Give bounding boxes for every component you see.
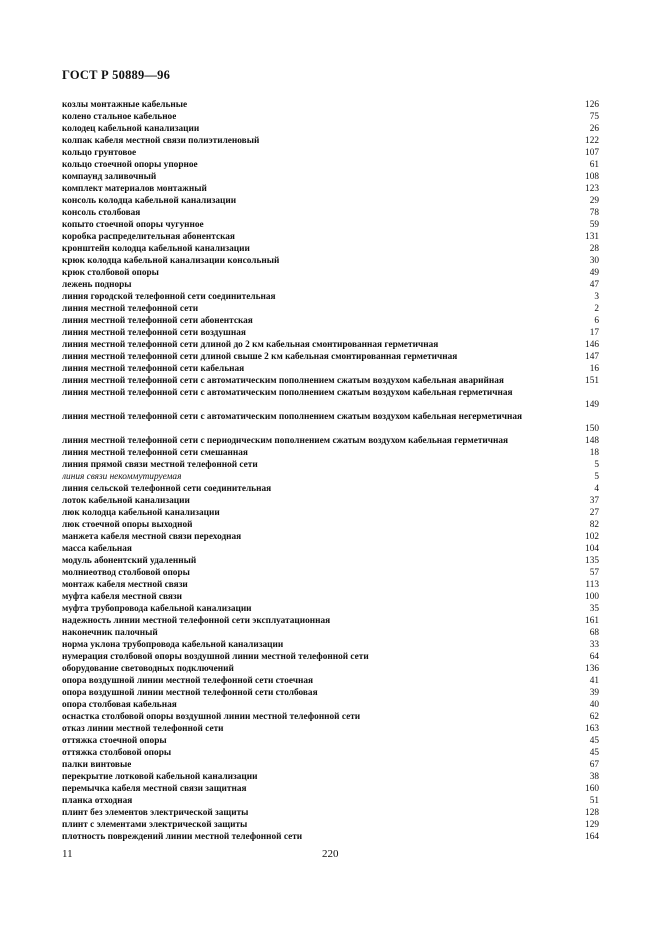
index-page-number: 45 [589, 748, 599, 758]
index-term: линия местной телефонной сети смешанная [62, 448, 248, 458]
index-page-number: 151 [585, 376, 599, 386]
index-entry [62, 807, 599, 819]
index-term: линия местной телефонной сети с автоматическим пополнением сжатым воздухом кабельная аварийная [62, 376, 504, 386]
index-page-number: 122 [585, 136, 599, 146]
index-term: крюк столбовой опоры [62, 268, 159, 278]
index-term: люк стоечной опоры выходной [62, 520, 193, 530]
index-term: опора столбовая кабельная [62, 700, 177, 710]
index-page-number: 68 [589, 628, 599, 638]
index-page-number: 28 [589, 244, 599, 254]
index-page-number: 47 [589, 280, 599, 290]
index-entry [62, 291, 599, 303]
index-page-number: 6 [594, 316, 599, 326]
index-entry [62, 267, 599, 279]
index-entry [62, 711, 599, 723]
index-page-number: 49 [589, 268, 599, 278]
index-term: оснастка столбовой опоры воздушной линии местной телефонной сети [62, 712, 361, 722]
index-page-number: 40 [589, 700, 599, 710]
index-term: надежность линии местной телефонной сети эксплуатационная [62, 616, 331, 626]
index-page-number: 3 [594, 292, 599, 302]
index-entry [62, 783, 599, 795]
index-page-number: 35 [589, 604, 599, 614]
index-page-number: 38 [589, 772, 599, 782]
index-page-number: 17 [589, 328, 599, 338]
index-page-number: 147 [585, 352, 599, 362]
index-term: линия местной телефонной сети с автоматическим пополнением сжатым воздухом кабельная негерметичная [62, 412, 523, 422]
index-page-number: 26 [589, 124, 599, 134]
index-term: палки винтовые [62, 760, 132, 770]
document-title: ГОСТ Р 50889—96 [62, 68, 171, 82]
index-term: муфта трубопровода кабельной канализации [62, 604, 252, 614]
index-term: наконечник палочный [62, 628, 158, 638]
index-entry [62, 135, 599, 147]
index-page-number: 4 [594, 484, 599, 494]
index-entry [62, 519, 599, 531]
index-entry [62, 603, 599, 615]
index-entry [62, 771, 599, 783]
index-entry [62, 495, 599, 507]
index-page-number: 16 [589, 364, 599, 374]
index-entry [62, 735, 599, 747]
index-term: планка отходная [62, 796, 133, 806]
index-term: линия местной телефонной сети с автоматическим пополнением сжатым воздухом кабельная герметичная [62, 388, 513, 398]
index-entry [62, 255, 599, 267]
index-entry [62, 507, 599, 519]
index-page-number: 108 [585, 172, 599, 182]
index-entry [62, 327, 599, 339]
index-term: люк колодца кабельной канализации [62, 508, 220, 518]
index-term: линия местной телефонной сети кабельная [62, 364, 245, 374]
index-entry [62, 219, 599, 231]
index-entry [62, 339, 599, 351]
index-term: перемычка кабеля местной связи защитная [62, 784, 247, 794]
index-page-number: 100 [585, 592, 599, 602]
index-term: линия местной телефонной сети с периодическим пополнением сжатым воздухом кабельная герметичная [62, 436, 509, 446]
index-term: колодец кабельной канализации [62, 124, 200, 134]
index-term: линия местной телефонной сети длиной свыше 2 км кабельная смонтированная герметичная [62, 352, 458, 362]
index-entry [62, 147, 599, 159]
index-term: линия местной телефонной сети абонентская [62, 316, 253, 326]
index-term: линия связи некоммутируемая [62, 472, 182, 482]
footer-section-number: 11 [62, 848, 73, 860]
index-term: компаунд заливочный [62, 172, 157, 182]
index-page-number: 123 [585, 184, 599, 194]
index-entry [62, 627, 599, 639]
index-term: консоль столбовая [62, 208, 141, 218]
index-term: муфта кабеля местной связи [62, 592, 183, 602]
index-term: лежень подноры [62, 280, 132, 290]
index-entry [62, 363, 599, 375]
index-entry [62, 615, 599, 627]
index-entry [62, 531, 599, 543]
index-entry [62, 687, 599, 699]
index-term: консоль колодца кабельной канализации [62, 196, 237, 206]
index-page-number: 57 [589, 568, 599, 578]
index-page-number: 5 [594, 460, 599, 470]
index-entry [62, 207, 599, 219]
index-entry [62, 111, 599, 123]
index-term: крюк колодца кабельной канализации консольный [62, 256, 280, 266]
index-page-number: 64 [589, 652, 599, 662]
index-page-number: 102 [585, 532, 599, 542]
index-entry [62, 543, 599, 555]
index-page-number: 41 [589, 676, 599, 686]
index-page-number: 62 [589, 712, 599, 722]
index-entry [62, 459, 599, 471]
index-term: линия местной телефонной сети длиной до 2 км кабельная смонтированная герметичная [62, 340, 439, 350]
index-page-number: 67 [589, 760, 599, 770]
index-page-number: 78 [589, 208, 599, 218]
index-page-number: 107 [585, 148, 599, 158]
index-term: оттяжка стоечной опоры [62, 736, 167, 746]
index-term: коробка распределительная абонентская [62, 232, 235, 242]
index-page-number: 29 [589, 196, 599, 206]
index-page-number: 148 [585, 436, 599, 446]
term-index-list [62, 99, 599, 843]
index-entry [62, 819, 599, 831]
index-term: манжета кабеля местной связи переходная [62, 532, 242, 542]
index-entry [62, 183, 599, 195]
index-entry [62, 651, 599, 663]
index-entry [62, 171, 599, 183]
index-page-number: 135 [585, 556, 599, 566]
index-page-number: 146 [585, 340, 599, 350]
index-term: козлы монтажные кабельные [62, 100, 188, 110]
index-term: молниеотвод столбовой опоры [62, 568, 190, 578]
index-entry [62, 591, 599, 603]
index-page-number: 75 [589, 112, 599, 122]
index-entry [62, 375, 599, 387]
index-page-number: 150 [585, 424, 599, 434]
index-term: нумерация столбовой опоры воздушной линии местной телефонной сети [62, 652, 369, 662]
index-term: масса кабельная [62, 544, 132, 554]
index-term: колено стальное кабельное [62, 112, 177, 122]
index-term: комплект материалов монтажный [62, 184, 207, 194]
index-page-number: 104 [585, 544, 599, 554]
index-page-number: 2 [594, 304, 599, 314]
footer-page-number: 220 [322, 848, 339, 860]
index-entry [62, 639, 599, 651]
index-entry [62, 723, 599, 735]
index-entry [62, 243, 599, 255]
index-entry [62, 795, 599, 807]
index-term: лоток кабельной канализации [62, 496, 190, 506]
index-entry [62, 759, 599, 771]
index-term: линия местной телефонной сети воздушная [62, 328, 246, 338]
index-term: оборудование световодных подключений [62, 664, 234, 674]
index-entry [62, 447, 599, 459]
index-term: перекрытие лотковой кабельной канализации [62, 772, 258, 782]
index-term: оттяжка столбовой опоры [62, 748, 172, 758]
index-entry [62, 747, 599, 759]
index-page-number: 5 [594, 472, 599, 482]
index-entry [62, 675, 599, 687]
index-term: линия местной телефонной сети [62, 304, 199, 314]
index-page-number: 161 [585, 616, 599, 626]
index-term: плотность повреждений линии местной телефонной сети [62, 832, 303, 842]
index-entry [62, 159, 599, 171]
index-page-number: 45 [589, 736, 599, 746]
index-term: копыто стоечной опоры чугунное [62, 220, 204, 230]
index-page-number: 59 [589, 220, 599, 230]
index-term: плинт без элементов электрической защиты [62, 808, 249, 818]
index-page-number: 163 [585, 724, 599, 734]
index-entry [62, 279, 599, 291]
index-entry [62, 195, 599, 207]
index-term: линия прямой связи местной телефонной сети [62, 460, 258, 470]
index-entry [62, 411, 599, 435]
index-page-number: 160 [585, 784, 599, 794]
index-entry [62, 483, 599, 495]
index-page-number: 164 [585, 832, 599, 842]
index-entry [62, 555, 599, 567]
index-page-number: 27 [589, 508, 599, 518]
index-entry [62, 123, 599, 135]
index-entry [62, 831, 599, 843]
index-entry [62, 663, 599, 675]
index-page-number: 18 [589, 448, 599, 458]
index-page-number: 37 [589, 496, 599, 506]
index-page-number: 30 [589, 256, 599, 266]
index-page-number: 149 [585, 400, 599, 410]
index-entry [62, 387, 599, 411]
index-entry [62, 99, 599, 111]
index-entry [62, 699, 599, 711]
index-page-number: 129 [585, 820, 599, 830]
index-page-number: 33 [589, 640, 599, 650]
index-entry [62, 435, 599, 447]
index-entry [62, 567, 599, 579]
index-term: модуль абонентский удаленный [62, 556, 197, 566]
index-term: плинт с элементами электрической защиты [62, 820, 248, 830]
index-page-number: 51 [589, 796, 599, 806]
index-page-number: 131 [585, 232, 599, 242]
index-term: кольцо стоечной опоры упорное [62, 160, 198, 170]
index-term: опора воздушной линии местной телефонной сети стоечная [62, 676, 314, 686]
index-term: монтаж кабеля местной связи [62, 580, 188, 590]
index-entry [62, 351, 599, 363]
index-page-number: 82 [589, 520, 599, 530]
index-term: кольцо грунтовое [62, 148, 137, 158]
index-page-number: 128 [585, 808, 599, 818]
index-term: опора воздушной линии местной телефонной сети столбовая [62, 688, 318, 698]
index-term: колпак кабеля местной связи полиэтиленовый [62, 136, 260, 146]
index-entry [62, 231, 599, 243]
index-term: кронштейн колодца кабельной канализации [62, 244, 250, 254]
index-entry [62, 579, 599, 591]
index-term: линия городской телефонной сети соединительная [62, 292, 276, 302]
index-entry [62, 303, 599, 315]
index-page-number: 39 [589, 688, 599, 698]
index-page-number: 61 [589, 160, 599, 170]
index-page-number: 113 [585, 580, 599, 590]
index-entry [62, 471, 599, 483]
index-term: линия сельской телефонной сети соединительная [62, 484, 272, 494]
index-entry [62, 315, 599, 327]
index-term: норма уклона трубопровода кабельной канализации [62, 640, 284, 650]
index-term: отказ линии местной телефонной сети [62, 724, 224, 734]
index-page-number: 136 [585, 664, 599, 674]
index-page-number: 126 [585, 100, 599, 110]
